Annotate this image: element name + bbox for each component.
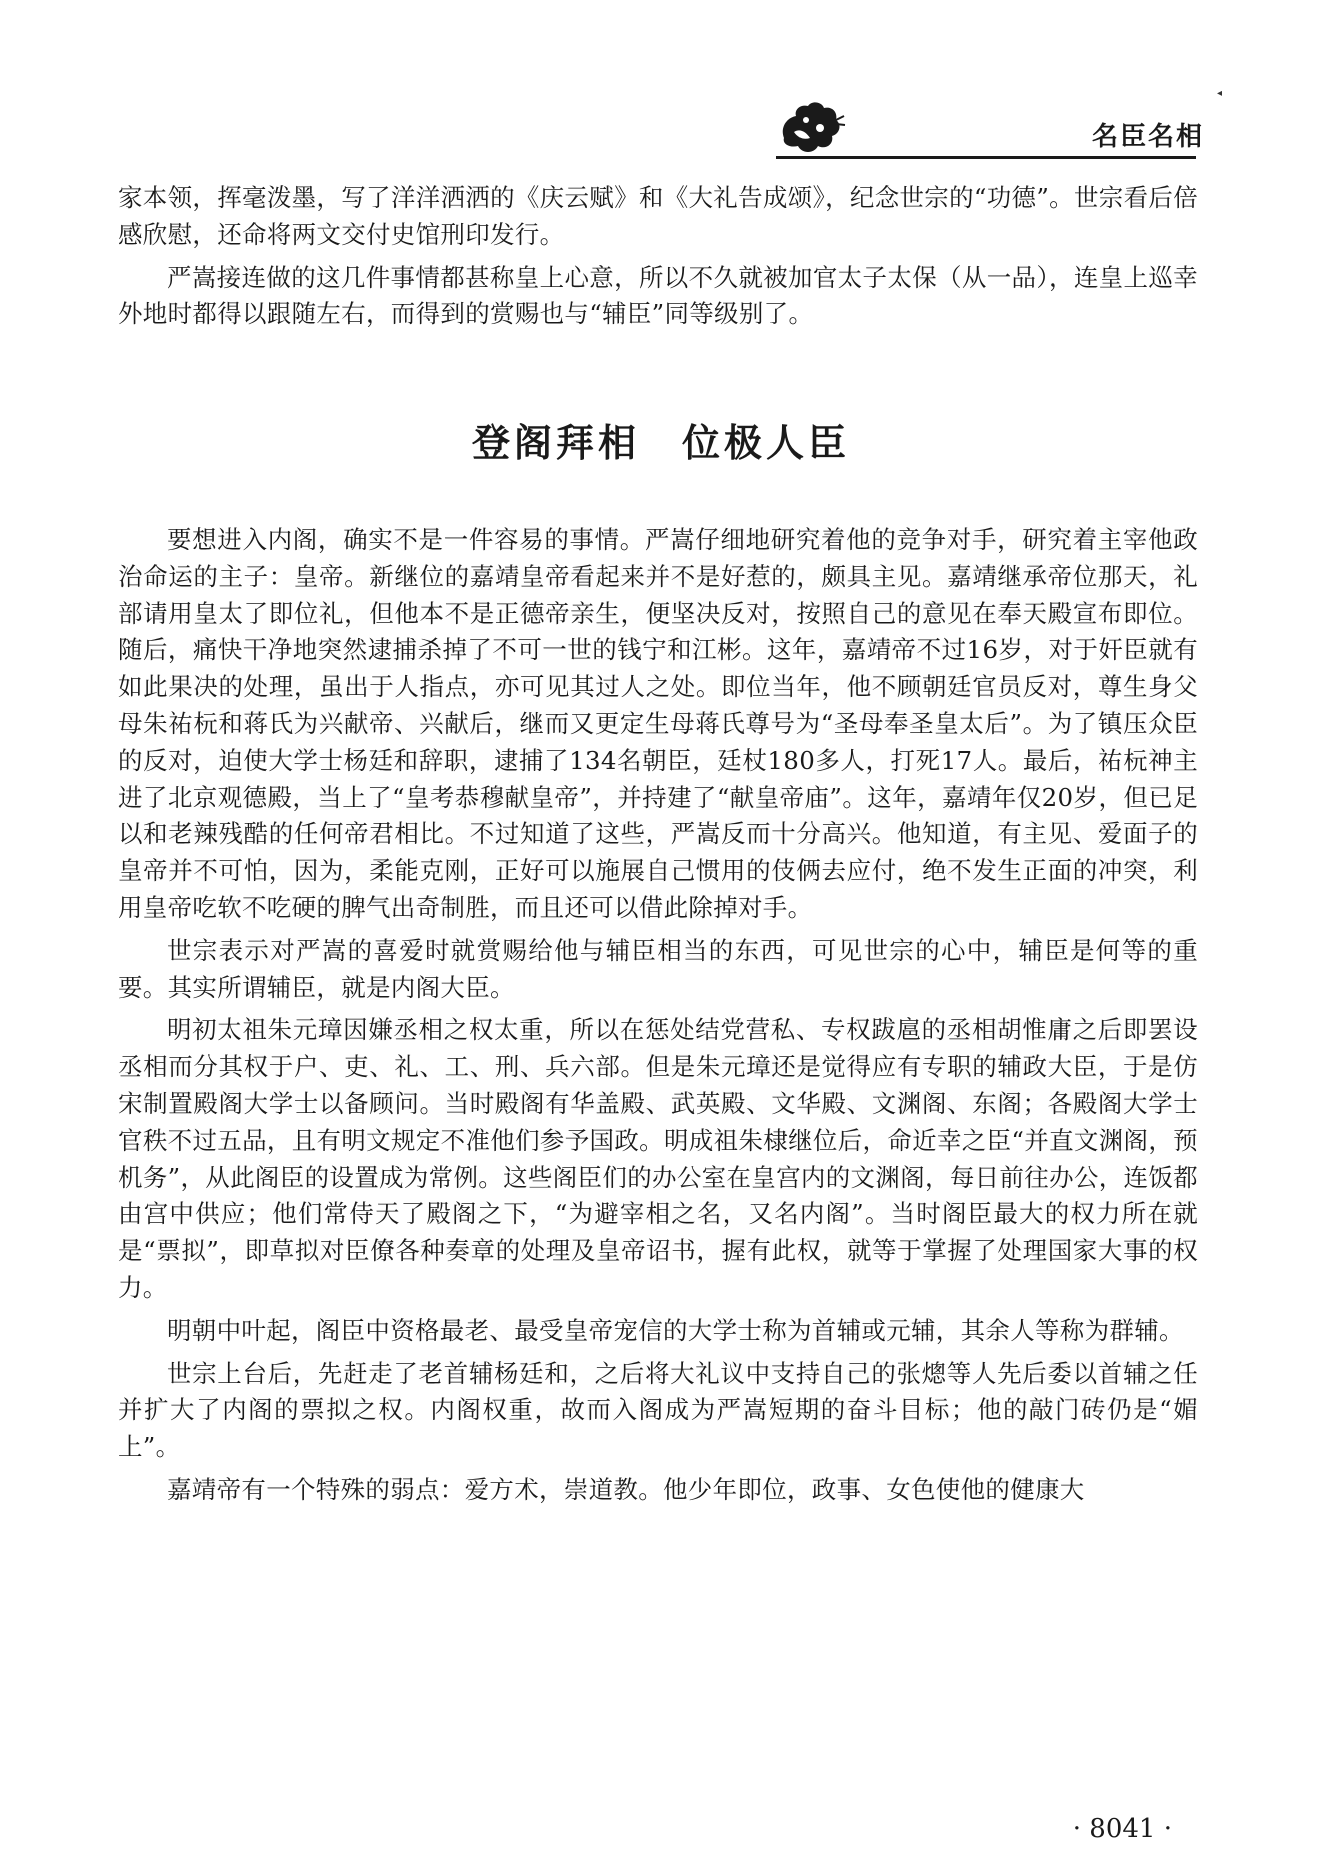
running-header-title: 名臣名相 <box>1091 122 1204 152</box>
header-rule <box>776 156 1196 159</box>
section-text-block <box>118 522 1198 1515</box>
intro-paragraph-2: 严嵩接连做的这几件事情都甚称皇上心意，所以不久就被加官太子太保（从一品），连皇上巡幸外地时都得以跟随左右，而得到的赏赐也与“辅臣”同等级别了。 <box>118 262 1198 329</box>
section-paragraph-2: 世宗表示对严嵩的喜爱时就赏赐给他与辅臣相当的东西，可见世宗的心中，辅臣是何等的重要。其实所谓辅臣，就是内阁大臣。 <box>118 935 1198 1002</box>
dragon-emblem-icon <box>776 98 846 158</box>
section-paragraph-6: 嘉靖帝有一个特殊的弱点：爱方术，崇道教。他少年即位，政事、女色使他的健康大 <box>167 1474 1085 1504</box>
section-paragraph-5: 世宗上台后，先赶走了老首辅杨廷和，之后将大礼议中支持自己的张熜等人先后委以首辅之任并扩大了内阁的票拟之权。内阁权重，故而入阁成为严嵩短期的奋斗目标；他的敲门砖仍是“媚上”。 <box>118 1358 1198 1462</box>
intro-text-block <box>118 180 1198 339</box>
section-paragraph-3: 明初太祖朱元璋因嫌丞相之权太重，所以在惩处结党营私、专权跋扈的丞相胡惟庸之后即罢设丞相而分其权于户、吏、礼、工、刑、兵六部。但是朱元璋还是觉得应有专职的辅政大臣，于是仿宋制置殿阁大学士以备顾问。当时殿阁有华盖殿、武英殿、文华殿、文渊阁、东阁；各殿阁大学士官秩不过五品，且有明文规定不准他们参予国政。明成祖朱棣继位后，命近幸之臣“并直文渊阁，预机务”，从此阁臣的设置成为常例。这些阁臣们的办公室在皇宫内的文渊阁，每日前往办公，连饭都由宫中供应；他们常侍天了殿阁之下，“为避宰相之名，又名内阁”。当时阁臣最大的权力所在就是“票拟”，即草拟对臣僚各种奏章的处理及皇帝诏书，握有此权，就等于掌握了处理国家大事的权力。 <box>118 1015 1198 1302</box>
corner-mark: ◂ <box>1216 88 1222 99</box>
section-paragraph-1: 要想进入内阁，确实不是一件容易的事情。严嵩仔细地研究着他的竞争对手，研究着主宰他政治命运的主子：皇帝。新继位的嘉靖皇帝看起来并不是好惹的，颇具主见。嘉靖继承帝位那天，礼部请用皇太了即位礼，但他本不是正德帝亲生，便坚决反对，按照自己的意见在奉天殿宣布即位。随后，痛快干净地突然逮捕杀掉了不可一世的钱宁和江彬。这年，嘉靖帝不过16岁，对于奸臣就有如此果决的处理，虽出于人指点，亦可见其过人之处。即位当年，他不顾朝廷官员反对，尊生身父母朱祐杬和蒋氏为兴献帝、兴献后，继而又更定生母蒋氏尊号为“圣母奉圣皇太后”。为了镇压众臣的反对，迫使大学士杨廷和辞职，逮捕了134名朝臣，廷杖180多人，打死17人。最后，祐杬神主进了北京观德殿，当上了“皇考恭穆献皇帝”，并持建了“献皇帝庙”。这年，嘉靖年仅20岁，但已足以和老辣残酷的任何帝君相比。不过知道了这些，严嵩反而十分高兴。他知道，有主见、爱面子的皇帝并不可怕，因为，柔能克刚，正好可以施展自己惯用的伎俩去应付，绝不发生正面的冲突，利用皇帝吃软不吃硬的脾气出奇制胜，而且还可以借此除掉对手。 <box>118 525 1198 922</box>
page-number: · 8041 · <box>1072 1814 1172 1844</box>
intro-paragraph-1: 家本领，挥毫泼墨，写了洋洋洒洒的《庆云赋》和《大礼告成颂》，纪念世宗的“功德”。世宗看后倍感欣慰，还命将两文交付史馆刑印发行。 <box>118 183 1198 249</box>
section-paragraph-4: 明朝中叶起，阁臣中资格最老、最受皇帝宠信的大学士称为首辅或元辅，其余人等称为群辅。 <box>167 1315 1184 1345</box>
section-heading: 登阁拜相 位极人臣 <box>471 421 850 465</box>
